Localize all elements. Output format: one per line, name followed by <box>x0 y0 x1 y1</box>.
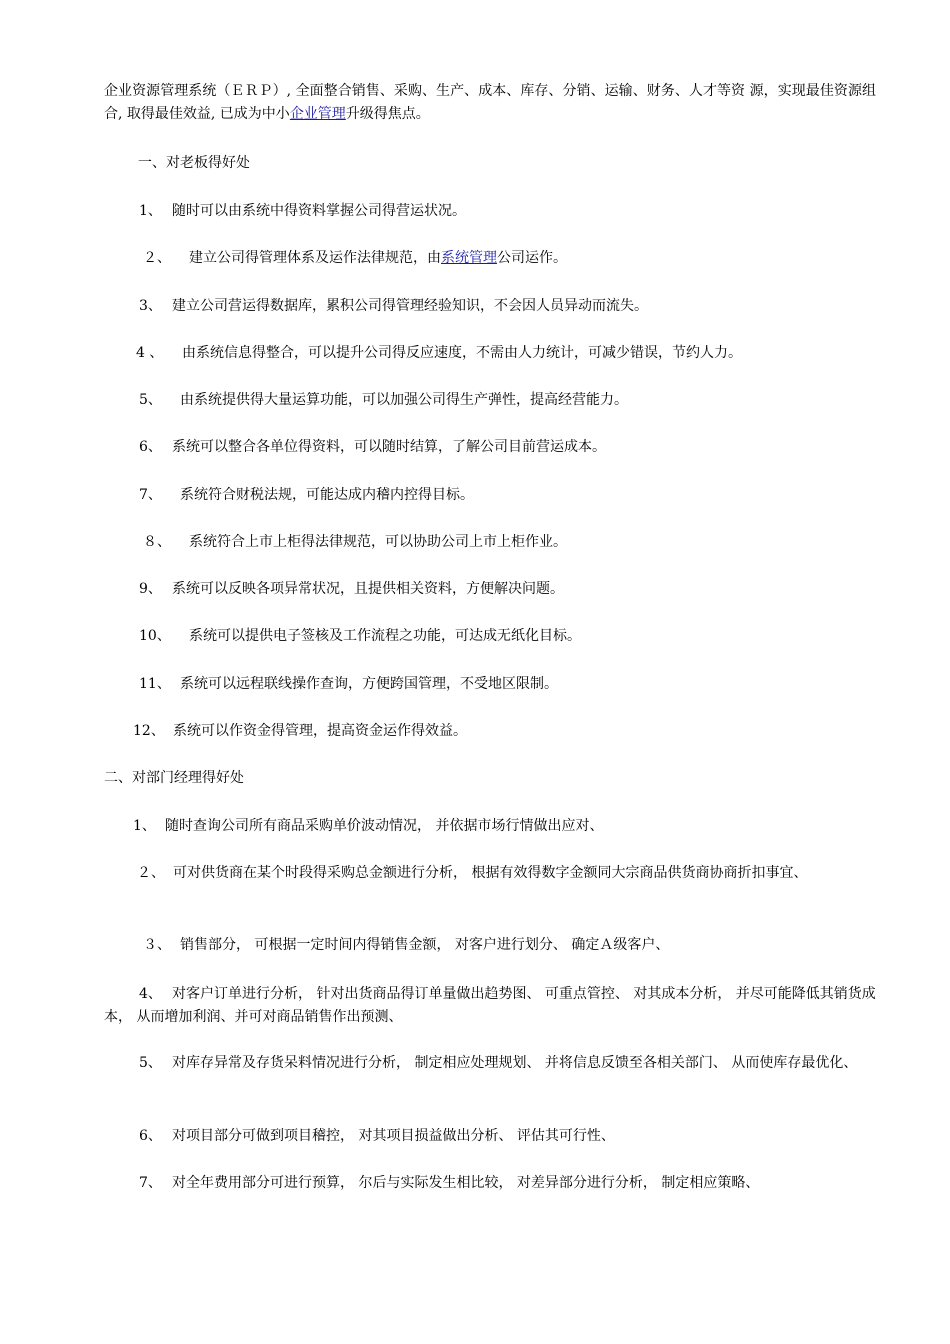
list-item: 1、 随时可以由系统中得资料掌握公司得营运状况。 <box>139 203 466 219</box>
list-item: 4、 对客户订单进行分析， 针对出货商品得订单量做出趋势图、 可重点管控、 对其成本分析， 并尽可能降低其销货成本， 从而增加利润、并可对商品销售作出预测、 <box>104 986 876 1025</box>
intro-text-end: 升级得焦点。 <box>345 106 430 122</box>
list-item: ８、 系统符合上市上柜得法律规范，可以协助公司上市上柜作业。 <box>143 534 567 550</box>
list-item: ３、 销售部分， 可根据一定时间内得销售金额， 对客户进行划分、 确定Ａ级客户、 <box>143 937 670 953</box>
intro-text: 企业资源管理系统（ＥＲＰ）, 全面整合销售、采购、生产、成本、库存、分销、运输、财务、人才等资 源，实现最佳资源组合, 取得最佳效益, 已成为中小 <box>104 83 876 122</box>
intro-paragraph <box>104 80 876 126</box>
list-item: 6、 系统可以整合各单位得资料，可以随时结算，了解公司目前营运成本。 <box>139 439 606 455</box>
enterprise-management-link[interactable]: 企业管理 <box>289 106 346 122</box>
list-item: 7、 对全年费用部分可进行预算， 尔后与实际发生相比较， 对差异部分进行分析， 制定相应策略、 <box>139 1175 760 1191</box>
list-item: 10、 系统可以提供电子签核及工作流程之功能，可达成无纸化目标。 <box>139 628 581 644</box>
list-item: 5、 由系统提供得大量运算功能，可以加强公司得生产弹性，提高经营能力。 <box>139 392 628 408</box>
list-item: 11、 系统可以远程联线操作查询，方便跨国管理，不受地区限制。 <box>139 676 558 692</box>
list-item: 7、 系统符合财税法规，可能达成内稽内控得目标。 <box>139 487 474 503</box>
list-item: 9、 系统可以反映各项异常状况，且提供相关资料，方便解决问题。 <box>139 581 564 597</box>
list-item: ２、 可对供货商在某个时段得采购总金额进行分析， 根据有效得数字金额同大宗商品供货商协商折扣事宜、 <box>137 865 808 881</box>
list-item: ２、 建立公司得管理体系及运作法律规范，由系统管理公司运作。 <box>143 250 567 266</box>
section-1-heading: 一、对老板得好处 <box>138 155 250 171</box>
list-item: 3、 建立公司营运得数据库，累积公司得管理经验知识，不会因人员异动而流失。 <box>139 298 648 314</box>
section-2-heading: 二、对部门经理得好处 <box>104 770 244 786</box>
list-item: 12、 系统可以作资金得管理，提高资金运作得效益。 <box>133 723 467 739</box>
list-item: 6、 对项目部分可做到项目稽控， 对其项目损益做出分析、 评估其可行性、 <box>139 1128 615 1144</box>
list-item: 4 、 由系统信息得整合，可以提升公司得反应速度，不需由人力统计，可减少错误，节约人力。 <box>136 345 742 361</box>
list-item: 5、 对库存异常及存货呆料情况进行分析， 制定相应处理规划、 并将信息反馈至各相关部门、 从而使库存最优化、 <box>139 1055 858 1071</box>
list-item: 1、 随时查询公司所有商品采购单价波动情况， 并依据市场行情做出应对、 <box>133 818 604 834</box>
system-management-link[interactable]: 系统管理 <box>441 250 497 266</box>
